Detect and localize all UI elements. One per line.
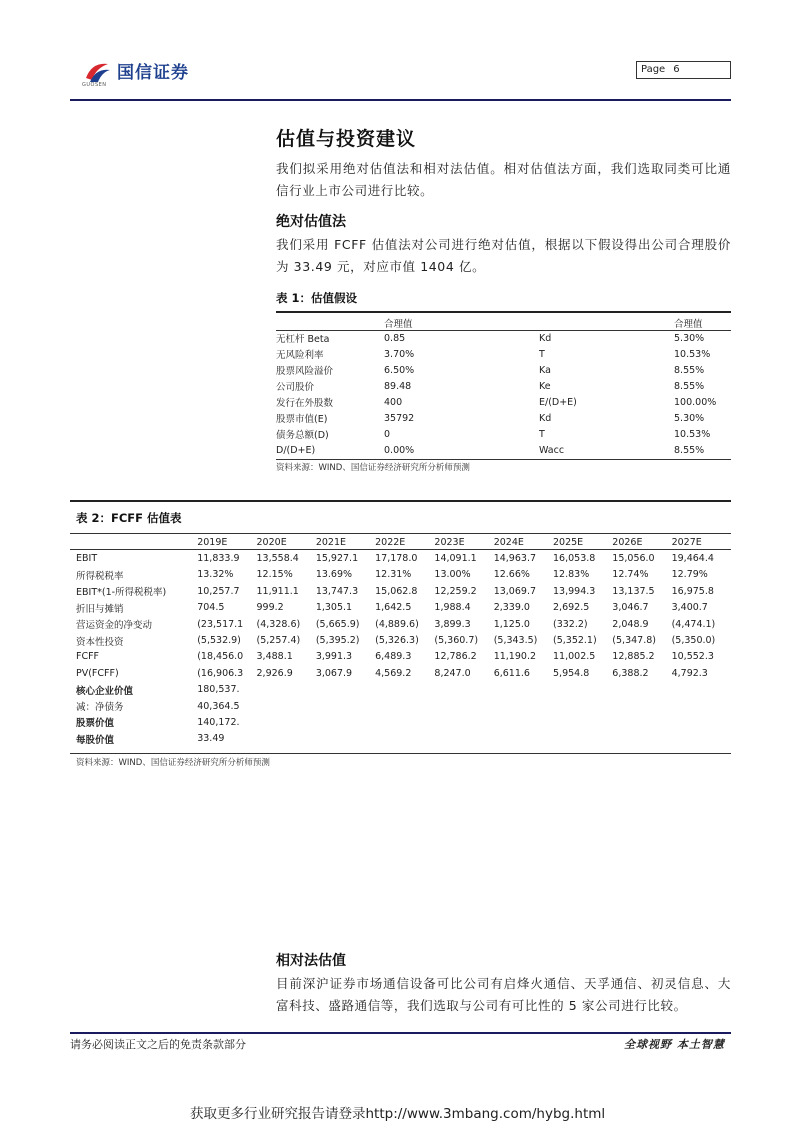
absolute-valuation-title: 绝对估值法 [276,214,346,230]
table-cell: 11,190.2 [493,651,537,663]
table-cell: (5,326.3) [375,635,419,647]
table-cell: 12,885.2 [612,651,655,663]
year-header: 2027E [671,536,702,548]
table-cell: 12.31% [375,569,412,581]
table-cell: 5.30% [674,332,705,344]
section-title: 估值与投资建议 [276,128,417,150]
table1-source: 资料来源：WIND、国信证券经济研究所分析师预测 [276,463,470,473]
table-cell: 4,792.3 [671,667,708,679]
table2-title: 表 2：FCFF 估值表 [76,511,182,525]
table-cell: (5,395.2) [315,635,360,647]
table-cell: 12.74% [612,569,649,581]
table2-header-rule [70,549,731,550]
table2-bottom-rule [70,753,731,754]
table-cell: 3,991.3 [315,651,353,663]
row-label: EBIT*(1-所得税税率) [76,587,167,599]
summary-label: 股票价值 [76,718,115,730]
table-cell: 11,833.9 [197,553,240,565]
page-indicator [636,61,731,79]
year-header: 2023E [434,536,465,548]
table-cell: 999.2 [256,602,284,614]
table-cell: 16,975.8 [671,585,714,597]
table-cell: 10,552.3 [671,651,714,663]
table-cell: 2,339.0 [493,602,530,614]
table-row [276,426,731,442]
table-cell: 14,091.1 [434,553,477,565]
row-label: EBIT [76,553,98,565]
table-cell: 8.55% [674,444,705,456]
table-cell: 10.53% [674,348,711,360]
table-cell: 1,305.1 [315,602,353,614]
table-row [276,362,731,378]
table-cell: 35792 [384,412,415,424]
table-cell: 3,067.9 [315,667,353,679]
table-cell: 15,056.0 [612,553,655,565]
table-cell: 1,988.4 [434,602,471,614]
logo-mark-icon [82,58,112,84]
table-cell: 100.00% [674,396,717,408]
table-header-cell: 合理值 [674,318,703,330]
table-cell: 股票风险溢价 [276,366,334,377]
table-row [276,442,731,458]
table-cell: (16,906.3 [197,667,244,679]
table-row [76,632,731,648]
table1-title: 表 1：估值假设 [276,291,358,305]
summary-row [76,682,731,698]
table-cell: 0.85 [384,332,406,344]
header-divider [70,99,731,101]
relative-valuation-paragraph: 目前深沪证券市场通信设备可比公司有启烽火通信、天孚通信、初灵信息、大富科技、盛路通信等，我们选取与公司有可比性的 5 家公司进行比较。 [276,976,731,1013]
table-header-cell [76,534,197,550]
table-row [76,583,731,599]
row-label: 资本性投资 [76,636,124,648]
table-cell: Kd [539,412,552,424]
table-cell: (4,474.1) [671,618,716,630]
table-cell: 无杠杆 Beta [276,334,330,345]
table-cell: (5,343.5) [493,635,538,647]
table-cell: 14,963.7 [493,553,537,565]
relative-valuation-title: 相对法估值 [276,953,346,969]
page-label: Page [641,64,666,75]
table-cell: 13,747.3 [315,585,359,597]
table-cell: 19,464.4 [671,553,714,565]
summary-row [76,731,731,747]
table-row [76,649,731,665]
table-cell: 6,611.6 [493,667,530,679]
footer-slogan: 全球视野 本土智慧 [624,1038,725,1051]
table-header-cell: 合理值 [384,318,413,330]
table-cell: 13.69% [315,569,353,581]
table-cell: 13,994.3 [553,585,596,597]
company-logo [82,58,189,84]
table-cell: 3,899.3 [434,618,471,630]
table-cell: 13,069.7 [493,585,537,597]
table-cell: 17,178.0 [375,553,418,565]
table-cell: (5,360.7) [434,635,479,647]
table-cell: 3,046.7 [612,602,649,614]
table-cell: Kd [539,332,552,344]
table-cell: 1,642.5 [375,602,412,614]
table-cell: (5,347.8) [612,635,656,647]
table-cell: 8,247.0 [434,667,471,679]
summary-label: 核心企业价值 [76,685,134,697]
table-cell: 15,062.8 [375,585,418,597]
table-cell: 11,911.1 [256,585,299,597]
table-cell: 0 [384,428,391,440]
table-cell: 5.30% [674,412,705,424]
table-cell: (23,517.1 [197,618,244,630]
table-cell: 无风险利率 [276,350,324,361]
table-header-cell [276,315,384,330]
table-cell: 13.32% [197,569,234,581]
summary-value: 180,537. [197,684,240,696]
table-cell: (18,456.0 [197,651,244,663]
table-cell: 13.00% [434,569,471,581]
table-cell: Wacc [539,444,565,456]
table-cell: 13,137.5 [612,585,655,597]
table-cell: 6.50% [384,364,415,376]
table1-header-rule [276,330,731,331]
intro-paragraph: 我们拟采用绝对估值法和相对法估值。相对估值法方面，我们选取同类可比通信行业上市公司进行比较。 [276,161,731,198]
table-row [276,394,731,410]
table-cell: 12.79% [671,569,708,581]
table-cell: 10,257.7 [197,585,240,597]
table-cell: 2,926.9 [256,667,293,679]
summary-value: 140,172. [197,716,240,728]
row-label: 营运资金的净变动 [76,620,153,632]
table-cell: (4,889.6) [375,618,419,630]
table-row [276,330,731,346]
table-cell: D/(D+E) [276,444,316,456]
table-cell: 5,954.8 [553,667,590,679]
table-cell: 1,125.0 [493,618,530,630]
table-cell: (5,257.4) [256,635,301,647]
table-cell: 704.5 [197,602,225,614]
table-cell: 12.83% [553,569,590,581]
summary-label: 每股价值 [76,734,115,746]
table-cell: 2,692.5 [553,602,590,614]
table-cell: 12.15% [256,569,293,581]
row-label: PV(FCFF) [76,667,119,679]
table-cell: 2,048.9 [612,618,649,630]
fcff-valuation-table [76,534,731,747]
year-header: 2021E [315,536,346,548]
table-row [76,600,731,616]
table-cell: 12.66% [493,569,530,581]
footer-divider [70,1032,731,1034]
table-cell: 股票市值(E) [276,414,328,425]
summary-value: 40,364.5 [197,700,240,712]
table-cell: T [539,428,545,440]
table-header-cell [539,315,674,330]
table-cell: 400 [384,396,403,408]
table-row [276,378,731,394]
year-header: 2020E [256,536,287,548]
table-cell: E/(D+E) [539,396,577,408]
year-header: 2025E [553,536,584,548]
table-cell: 0.00% [384,444,415,456]
table-cell: Ka [539,364,551,376]
table-cell: 6,489.3 [375,651,412,663]
row-label: 折旧与摊销 [76,603,124,615]
table-cell: 3,488.1 [256,651,293,663]
table-cell: (5,350.0) [671,635,716,647]
table-cell: 8.55% [674,380,705,392]
table2-top-rule [70,500,731,502]
year-header: 2019E [197,536,228,548]
table-row [276,410,731,426]
table-cell: 16,053.8 [553,553,596,565]
disclaimer-note: 请务必阅读正文之后的免责条款部分 [70,1038,246,1051]
table-cell: 3.70% [384,348,415,360]
table-cell: (5,665.9) [315,618,360,630]
absolute-valuation-paragraph: 我们采用 FCFF 估值法对公司进行绝对估值，根据以下假设得出公司合理股价为 33.49 元，对应市值 1404 亿。 [276,237,731,274]
table-row [76,665,731,681]
table-cell: (5,532.9) [197,635,241,647]
row-label: 所得税税率 [76,570,124,582]
summary-row [76,714,731,730]
year-header: 2026E [612,536,643,548]
table-cell: 11,002.5 [553,651,596,663]
table-cell: 13,558.4 [256,553,299,565]
table-cell: 6,388.2 [612,667,649,679]
valuation-assumptions-table [276,315,731,458]
summary-row [76,698,731,714]
table2-source: 资料来源：WIND、国信证券经济研究所分析师预测 [76,758,270,768]
logo-text: 国信证券 [117,63,189,83]
table-cell: 债务总额(D) [276,430,329,441]
table1-header-row [276,315,731,330]
year-header: 2022E [375,536,406,548]
row-label: FCFF [76,651,100,663]
table-row [76,550,731,566]
table-cell: Ke [539,380,551,392]
summary-value: 33.49 [197,733,225,745]
table-cell: 12,786.2 [434,651,477,663]
table1-bottom-rule [276,459,731,460]
table-cell: 3,400.7 [671,602,708,614]
table1-top-rule [276,311,731,313]
promo-link[interactable]: 获取更多行业研究报告请登录http://www.3mbang.com/hybg.html [190,1106,606,1122]
table-cell: 公司股价 [276,382,315,393]
table-cell: 8.55% [674,364,705,376]
table-cell: (332.2) [553,618,588,630]
table2-header-row [76,534,731,550]
logo-subtext: GUOSEN [82,82,107,88]
table-cell: (4,328.6) [256,618,301,630]
year-header: 2024E [493,536,524,548]
table-cell: T [539,348,545,360]
table-row [76,616,731,632]
table-cell: 10.53% [674,428,711,440]
table-row [76,567,731,583]
table-cell: 4,569.2 [375,667,412,679]
page-number: 6 [673,64,680,75]
summary-label: 减：净债务 [76,702,124,714]
table-cell: 15,927.1 [315,553,359,565]
table-cell: (5,352.1) [553,635,597,647]
table-row [276,346,731,362]
table-cell: 89.48 [384,380,412,392]
table-cell: 发行在外股数 [276,398,334,409]
table-cell: 12,259.2 [434,585,477,597]
